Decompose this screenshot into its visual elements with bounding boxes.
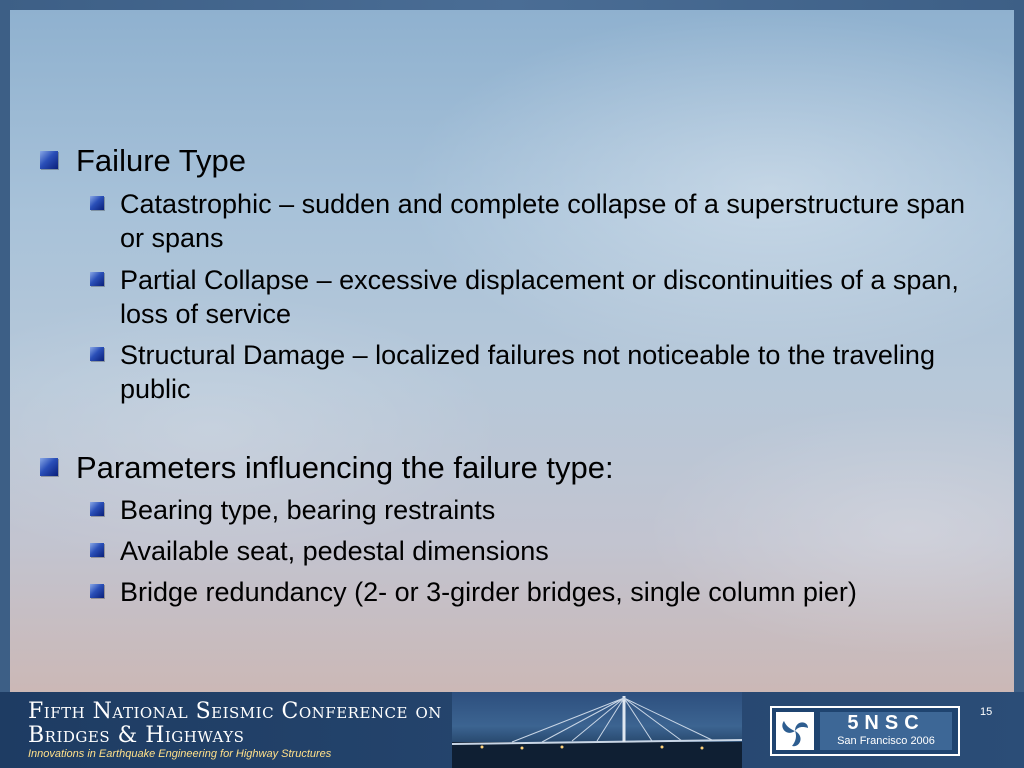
sub-bullet-structural-damage [90,338,990,406]
sub-bullet-text: Bridge redundancy (2- or 3-girder bridges, single column pier) [120,577,857,607]
bridge-photo [452,692,742,768]
square-bullet-icon [90,543,104,557]
bullet-failure-type [40,143,990,179]
conference-subtitle: Innovations in Earthquake Engineering for Highway Structures [28,748,332,760]
slide-canvas [10,10,1014,692]
sub-bullet-partial-collapse [90,263,990,331]
conference-title-line1: Fifth National Seismic Conference on [28,699,442,724]
square-bullet-icon [90,272,104,286]
square-bullet-icon [40,151,58,169]
square-bullet-icon [90,196,104,210]
sub-bullet-text: Structural Damage – localized failures not noticeable to the traveling public [120,340,935,404]
square-bullet-icon [90,502,104,516]
slide-content [10,10,1014,692]
slide-number: 15 [980,706,993,718]
square-bullet-icon [90,584,104,598]
bullet-text: Parameters influencing the failure type: [76,450,614,485]
sub-bullet-text: Available seat, pedestal dimensions [120,536,549,566]
bullet-text: Failure Type [76,143,247,178]
sub-bullet-bridge-redundancy [90,575,990,609]
sub-bullet-text: Partial Collapse – excessive displacement or discontinuities of a span, loss of service [120,265,959,329]
sub-bullet-available-seat [90,534,990,568]
logo-text-panel [820,712,952,750]
conference-logo [770,706,960,756]
conference-footer [0,692,1024,768]
sub-bullet-text: Bearing type, bearing restraints [120,495,496,525]
sub-bullet-text: Catastrophic – sudden and complete collapse of a superstructure span or spans [120,189,966,253]
conference-title-line2: Bridges & Highways [28,723,245,748]
bridge-illustration-icon [452,692,742,768]
logo-sub-text: San Francisco 2006 [837,735,935,747]
swirl-emblem-icon [776,712,814,750]
sub-bullet-bearing-type [90,493,990,527]
sub-bullet-catastrophic [90,187,990,255]
logo-main-text: 5NSC [847,712,925,734]
bullet-parameters [40,450,990,486]
square-bullet-icon [40,458,58,476]
square-bullet-icon [90,347,104,361]
